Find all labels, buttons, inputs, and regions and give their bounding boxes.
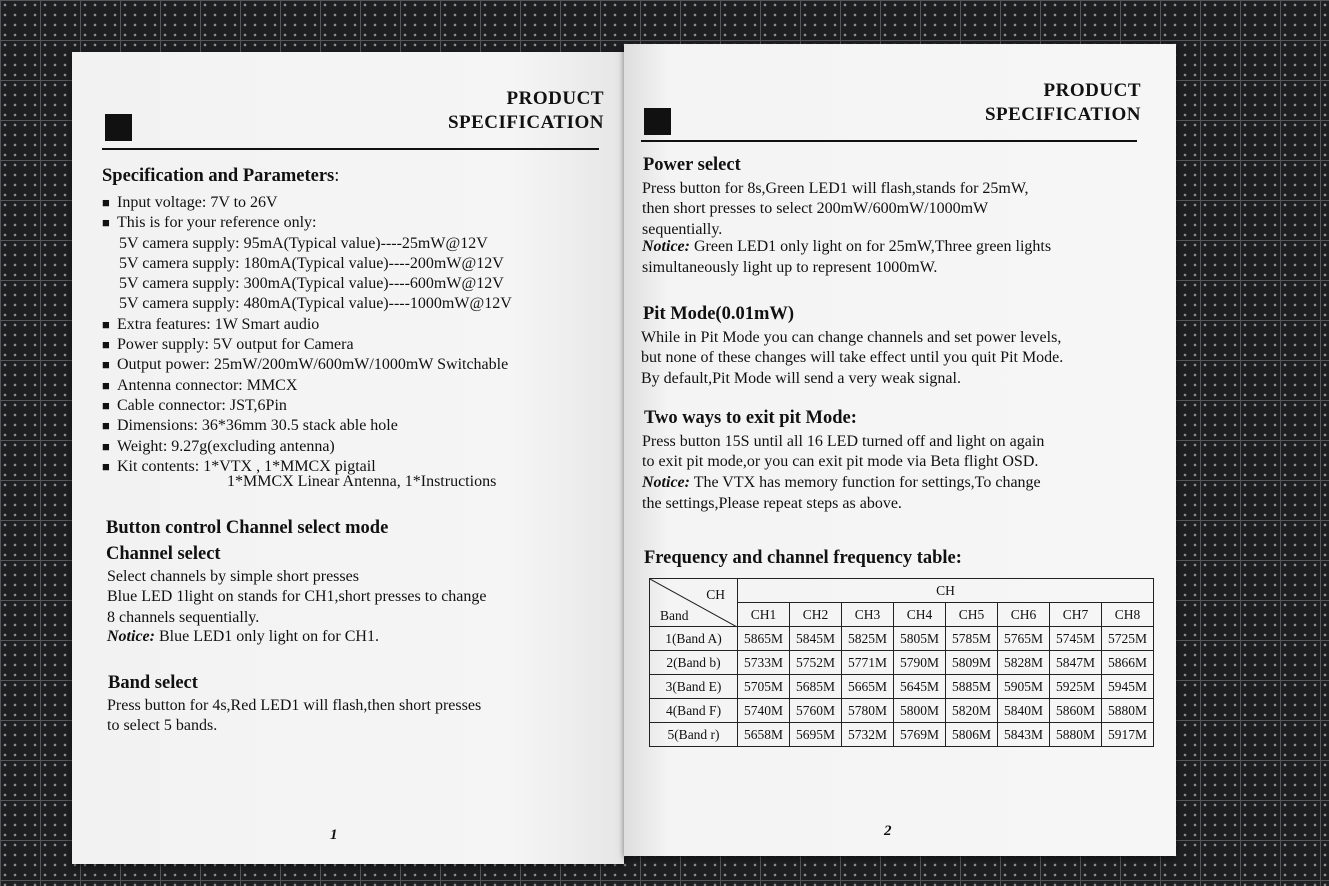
corner-cell [650,579,738,627]
page-number: 2 [884,823,892,839]
frequency-cell: 5769M [894,723,946,747]
frequency-cell: 5917M [1102,723,1154,747]
bullet-square-icon: ■ [102,418,110,434]
bullet-square-icon: ■ [102,337,110,353]
spec-item [102,315,512,335]
corner-top-label: CH [706,587,725,602]
frequency-cell: 5725M [1102,627,1154,651]
frequency-table-title: Frequency and channel frequency table: [644,548,962,568]
table-row [650,627,1154,651]
header-line-1: PRODUCT [506,88,604,109]
page-header [985,79,1141,127]
channel-header-cell: CH7 [1050,603,1102,627]
frequency-cell: 5685M [790,675,842,699]
spec-list [102,193,512,477]
spec-item [102,254,512,274]
manual-page-right [624,44,1176,856]
text-line: Select channels by simple short presses [107,568,359,585]
spec-item [102,396,512,416]
frequency-cell: 5905M [998,675,1050,699]
channel-header-cell: CH5 [946,603,998,627]
frequency-cell: 5733M [738,651,790,675]
channel-header-cell: CH1 [738,603,790,627]
frequency-cell: 5865M [738,627,790,651]
text-line: but none of these changes will take effect until you quit Pit Mode. [641,349,1064,367]
frequency-cell: 5752M [790,651,842,675]
spec-item-text: Output power: 25mW/200mW/600mW/1000mW Switchable [117,356,509,374]
bullet-square-icon: ■ [102,397,110,413]
text-line: Press button for 8s,Green LED1 will flash,stands for 25mW, [642,180,1029,197]
frequency-cell: 5705M [738,675,790,699]
frequency-cell: 5806M [946,723,998,747]
frequency-cell: 5880M [1102,699,1154,723]
frequency-cell: 5809M [946,651,998,675]
text-line: to exit pit mode,or you can exit pit mode via Beta flight OSD. [642,453,1039,471]
page-number: 1 [330,827,338,843]
spec-title-colon: : [334,166,340,186]
spec-item [102,437,512,457]
band-select-text [107,696,481,737]
header-line-2: SPECIFICATION [984,104,1141,125]
channel-header-cell: CH6 [998,603,1050,627]
band-label-cell: 4(Band F) [650,699,738,723]
pit-mode-title: Pit Mode(0.01mW) [643,304,795,324]
frequency-cell: 5805M [894,627,946,651]
spec-section-title [102,166,339,187]
bullet-square-icon: ■ [102,377,110,393]
frequency-cell: 5866M [1102,651,1154,675]
band-label-cell: 5(Band r) [650,723,738,747]
text-line: By default,Pit Mode will send a very weak signal. [641,369,961,387]
spec-item-text: Power supply: 5V output for Camera [117,336,354,354]
exit-pit-text [642,432,1044,473]
black-square-marker [105,114,132,141]
power-select-text [642,179,1028,240]
frequency-cell: 5790M [894,651,946,675]
frequency-cell: 5847M [1050,651,1102,675]
spec-item-text: Dimensions: 36*36mm 30.5 stack able hole [117,417,398,435]
notice-label: Notice: [107,628,155,645]
frequency-cell: 5760M [790,699,842,723]
bullet-square-icon: ■ [102,316,110,332]
channel-notice-text: Blue LED1 only light on for CH1. [154,628,379,645]
spec-item [102,376,512,396]
table-row [650,723,1154,747]
spec-item-text: Input voltage: 7V to 26V [117,194,278,211]
frequency-cell: 5825M [842,627,894,651]
header-rule [102,148,599,150]
frequency-cell: 5840M [998,699,1050,723]
frequency-cell: 5745M [1050,627,1102,651]
power-notice-text: Green LED1 only light on for 25mW,Three green lights [689,238,1052,255]
exit-notice-text: The VTX has memory function for settings,To change [689,474,1041,491]
spec-title-text: Specification and Parameters [102,166,335,186]
frequency-cell: 5695M [790,723,842,747]
frequency-cell: 5885M [946,675,998,699]
header-line-2: SPECIFICATION [447,112,604,133]
exit-notice-continued: the settings,Please repeat steps as above. [642,495,902,512]
frequency-cell: 5925M [1050,675,1102,699]
spec-item [102,274,512,294]
frequency-table [649,578,1154,747]
text-line: Blue LED 1light on stands for CH1,short presses to change [107,588,487,606]
frequency-cell: 5845M [790,627,842,651]
spec-item [102,416,512,436]
spec-item-text: This is for your reference only: [117,214,317,232]
channel-notice [107,627,379,647]
bullet-square-icon: ■ [102,438,110,454]
band-select-title: Band select [108,673,198,693]
spec-item [102,355,512,375]
text-line: Press button 15S until all 16 LED turned off and light on again [642,433,1045,450]
spec-item-text: 5V camera supply: 180mA(Typical value)----200mW@12V [119,254,504,272]
spec-item-text: 5V camera supply: 300mA(Typical value)----600mW@12V [119,275,504,293]
notice-label: Notice: [642,474,690,491]
spec-item-text: Antenna connector: MMCX [117,376,298,394]
page-header [448,87,604,135]
frequency-cell: 5780M [842,699,894,723]
text-line: While in Pit Mode you can change channels and set power levels, [641,329,1062,346]
button-control-title: Button control Channel select mode [106,518,389,538]
notice-label: Notice: [642,238,690,255]
spec-item [102,294,512,314]
spec-item [102,234,512,254]
bullet-square-icon: ■ [102,458,110,474]
frequency-cell: 5828M [998,651,1050,675]
frequency-cell: 5658M [738,723,790,747]
power-notice-continued: simultaneously light up to represent 1000mW. [642,259,938,276]
frequency-cell: 5771M [842,651,894,675]
frequency-cell: 5800M [894,699,946,723]
spec-item [102,213,512,233]
channel-header-cell: CH3 [842,603,894,627]
band-label-cell: 1(Band A) [650,627,738,651]
spec-item [102,193,512,213]
frequency-cell: 5785M [946,627,998,651]
text-line: 8 channels sequentially. [107,608,260,626]
table-row [650,651,1154,675]
frequency-cell: 5765M [998,627,1050,651]
manual-page-left [72,52,624,864]
bullet-square-icon: ■ [102,215,110,231]
text-line: to select 5 bands. [107,717,218,735]
bullet-square-icon: ■ [102,195,110,210]
spec-item-text: Cable connector: JST,6Pin [117,396,287,414]
band-label-cell: 2(Band b) [650,651,738,675]
frequency-cell: 5843M [998,723,1050,747]
header-rule [641,140,1137,142]
table-row [650,699,1154,723]
exit-pit-title: Two ways to exit pit Mode: [644,408,857,428]
spec-item-text: 5V camera supply: 480mA(Typical value)----1000mW@12V [119,295,512,313]
channel-header-cell: CH2 [790,603,842,627]
spec-item-text: Weight: 9.27g(excluding antenna) [117,437,335,455]
text-line: sequentially. [642,220,723,238]
power-select-title: Power select [643,155,741,175]
frequency-cell: 5732M [842,723,894,747]
bullet-square-icon: ■ [102,357,110,373]
table-header-row [650,579,1154,603]
table-row [650,675,1154,699]
pit-mode-text [641,328,1063,389]
frequency-cell: 5945M [1102,675,1154,699]
header-line-1: PRODUCT [1043,80,1141,101]
frequency-cell: 5880M [1050,723,1102,747]
frequency-cell: 5820M [946,699,998,723]
frequency-cell: 5645M [894,675,946,699]
text-line: Press button for 4s,Red LED1 will flash,then short presses [107,697,482,714]
channel-header-cell: CH8 [1102,603,1154,627]
band-label-cell: 3(Band E) [650,675,738,699]
frequency-cell: 5860M [1050,699,1102,723]
spec-item-text: Extra features: 1W Smart audio [117,315,320,333]
frequency-cell: 5665M [842,675,894,699]
exit-notice [642,473,1041,493]
spec-item-text: 5V camera supply: 95mA(Typical value)----25mW@12V [119,234,488,252]
frequency-cell: 5740M [738,699,790,723]
corner-bottom-label: Band [660,608,689,623]
black-square-marker [644,108,671,135]
channel-header-cell: CH4 [894,603,946,627]
power-notice [642,237,1051,257]
channel-select-title: Channel select [106,544,221,564]
channel-group-header: CH [738,579,1154,603]
channel-select-text [107,567,487,628]
spec-item-text: Kit contents: 1*VTX , 1*MMCX pigtail [117,457,376,475]
kit-contents-continued: 1*MMCX Linear Antenna, 1*Instructions [227,473,497,490]
text-line: then short presses to select 200mW/600mW/1000mW [642,200,989,218]
spec-item [102,335,512,355]
